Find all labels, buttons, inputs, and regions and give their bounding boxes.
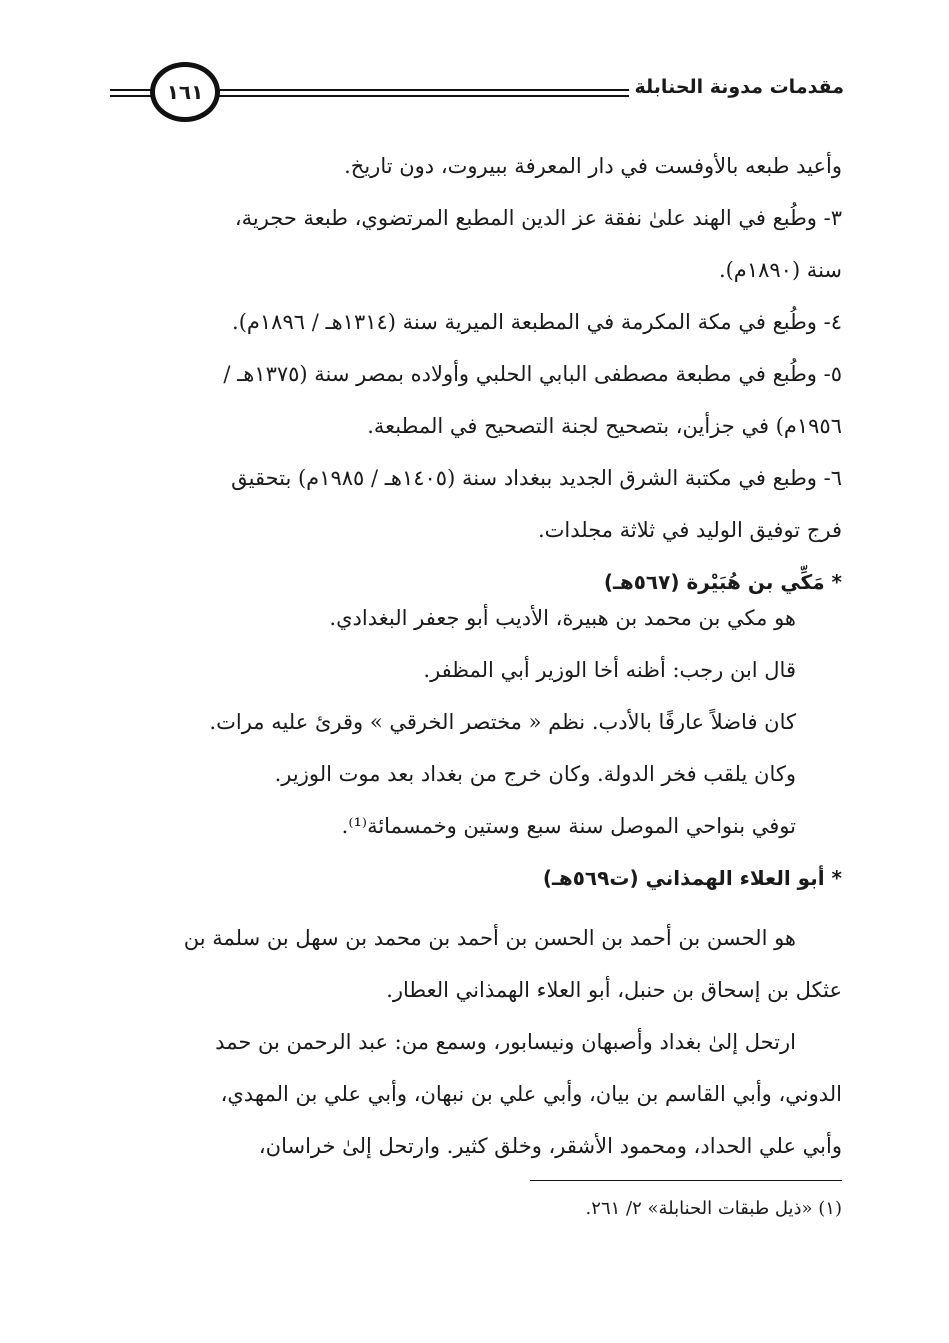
footnote-divider [530,1180,842,1181]
running-title: مقدمات مدونة الحنابلة [629,76,850,98]
text-line: ٦- وطبع في مكتبة الشرق الجديد ببغداد سنة (١٤٠٥هـ / ١٩٨٥م) بتحقيق [231,466,842,490]
text-line: ٤- وطُبع في مكة المكرمة في المطبعة الميرية سنة (١٣١٤هـ / ١٨٩٦م). [232,310,842,334]
footnote: (١) «ذيل طبقات الحنابلة» ٢/ ٢٦١. [585,1198,842,1219]
text-line: ١٩٥٦م) في جزأين، بتصحيح لجنة التصحيح في المطبعة. [367,414,842,438]
text-line: فرج توفيق الوليد في ثلاثة مجلدات. [537,518,842,542]
text-line: هو الحسن بن أحمد بن الحسن بن أحمد بن محمد بن سهل بن سلمة بن [183,926,796,950]
text-line: الدوني، وأبي القاسم بن بيان، وأبي علي بن نبهان، وأبي علي بن المهدي، [220,1082,842,1106]
section-abu-al-ala [120,912,842,1172]
text-line: ٣- وطُبع في الهند علىٰ نفقة عز الدين المطبع المرتضوي، طبعة حجرية، [234,206,842,230]
text-line: توفي بنواحي الموصل سنة سبع وستين وخمسمائة⁽¹⁾. [341,814,796,838]
text-line: وكان يلقب فخر الدولة. وكان خرج من بغداد بعد موت الوزير. [274,762,796,786]
text-line: ارتحل إلىٰ بغداد وأصبهان ونيسابور، وسمع من: عبد الرحمن بن حمد [215,1030,796,1054]
text-line: كان فاضلاً عارفًا بالأدب. نظم « مختصر الخرقي » وقرئ عليه مرات. [209,710,796,734]
section-heading: * مَكِّي بن هُبَيْرة (٥٦٧هـ) [603,570,842,594]
body-text [120,140,842,608]
page-number: ١٦١ [150,62,220,122]
text-line: هو مكي بن محمد بن هبيرة، الأديب أبو جعفر البغدادي. [329,606,796,630]
text-line: قال ابن رجب: أظنه أخا الوزير أبي المظفر. [423,658,796,682]
section-heading: * أبو العلاء الهمذاني (ت٥٦٩هـ) [542,866,842,890]
text-line: وأعيد طبعه بالأوفست في دار المعرفة ببيروت، دون تاريخ. [344,154,842,178]
header-rule-left-bottom [110,95,156,97]
section-makki [120,592,842,904]
text-line: عثكل بن إسحاق بن حنبل، أبو العلاء الهمذاني العطار. [386,978,842,1002]
text-line: سنة (١٨٩٠م). [718,258,842,282]
text-line: وأبي علي الحداد، ومحمود الأشقر، وخلق كثير. وارتحل إلىٰ خراسان، [258,1134,842,1158]
page-header [110,62,850,126]
text-line: ٥- وطُبع في مطبعة مصطفى البابي الحلبي وأولاده بمصر سنة (١٣٧٥هـ / [223,362,842,386]
